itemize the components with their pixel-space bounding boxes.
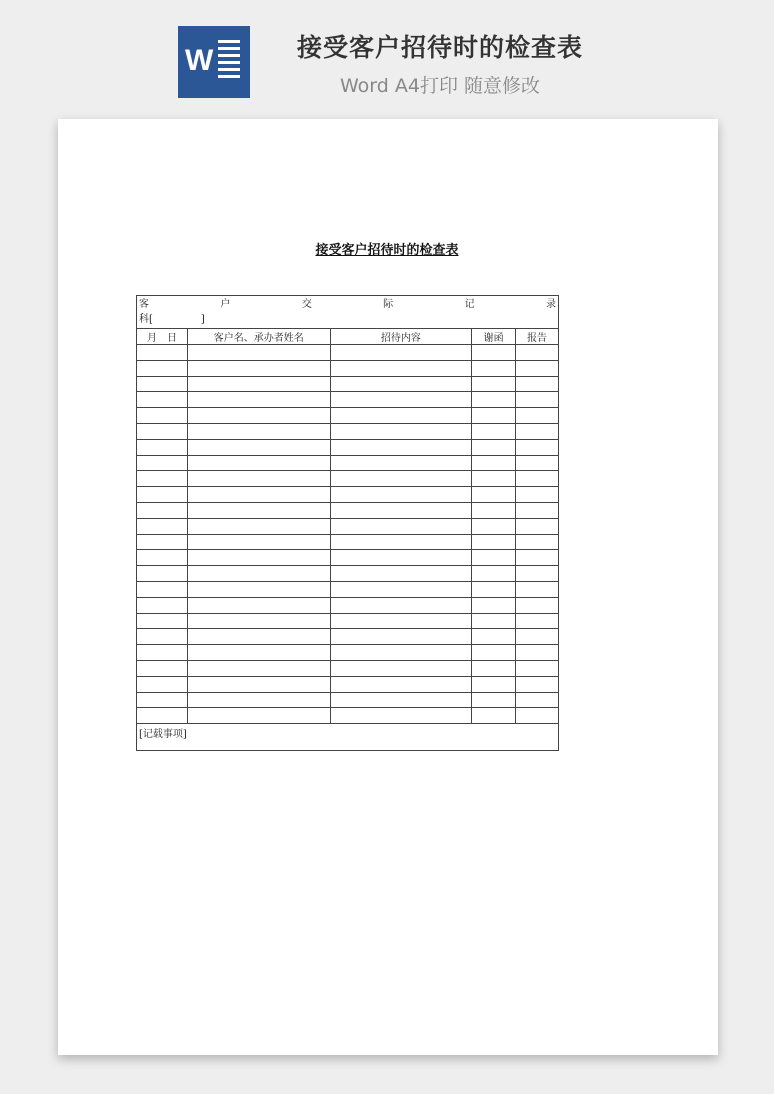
report-cell[interactable]: [516, 660, 559, 676]
content-cell[interactable]: [330, 455, 472, 471]
record-title-char: 户: [220, 299, 231, 310]
content-cell[interactable]: [330, 534, 472, 550]
record-title-char: 记: [464, 299, 475, 310]
thanks-cell[interactable]: [472, 423, 516, 439]
content-cell[interactable]: [330, 487, 472, 503]
date-cell[interactable]: [137, 613, 188, 629]
date-cell[interactable]: [137, 550, 188, 566]
content-cell[interactable]: [330, 376, 472, 392]
date-cell[interactable]: [137, 597, 188, 613]
table-row: [137, 392, 559, 408]
document-title: 接受客户招待时的检查表: [315, 243, 459, 258]
date-cell[interactable]: [137, 345, 188, 361]
report-cell[interactable]: [516, 518, 559, 534]
banner: [0, 0, 774, 110]
content-cell[interactable]: [330, 629, 472, 645]
client-cell[interactable]: [187, 345, 330, 361]
date-cell[interactable]: [137, 708, 188, 724]
thanks-cell[interactable]: [472, 692, 516, 708]
content-cell[interactable]: [330, 613, 472, 629]
date-cell[interactable]: [137, 423, 188, 439]
client-cell[interactable]: [187, 455, 330, 471]
thanks-cell[interactable]: [472, 439, 516, 455]
report-cell[interactable]: [516, 502, 559, 518]
date-cell[interactable]: [137, 502, 188, 518]
client-cell[interactable]: [187, 613, 330, 629]
report-cell[interactable]: [516, 566, 559, 582]
report-cell[interactable]: [516, 376, 559, 392]
checklist-table: [136, 295, 559, 751]
table-row: [137, 502, 559, 518]
table-row: [137, 360, 559, 376]
report-cell[interactable]: [516, 645, 559, 661]
table-row: [137, 550, 559, 566]
table-row: [137, 645, 559, 661]
table-row: [137, 345, 559, 361]
client-cell[interactable]: [187, 439, 330, 455]
department-close: ]: [200, 314, 205, 325]
thanks-cell[interactable]: [472, 676, 516, 692]
date-cell[interactable]: [137, 660, 188, 676]
report-cell[interactable]: [516, 629, 559, 645]
content-cell[interactable]: [330, 676, 472, 692]
content-cell[interactable]: [330, 408, 472, 424]
client-cell[interactable]: [187, 629, 330, 645]
table-row: [137, 613, 559, 629]
content-cell[interactable]: [330, 471, 472, 487]
report-cell[interactable]: [516, 487, 559, 503]
content-cell[interactable]: [330, 345, 472, 361]
report-cell[interactable]: [516, 360, 559, 376]
thanks-cell[interactable]: [472, 392, 516, 408]
report-cell[interactable]: [516, 471, 559, 487]
client-cell[interactable]: [187, 566, 330, 582]
content-cell[interactable]: [330, 423, 472, 439]
client-cell[interactable]: [187, 518, 330, 534]
content-cell[interactable]: [330, 360, 472, 376]
client-cell[interactable]: [187, 487, 330, 503]
client-cell[interactable]: [187, 581, 330, 597]
date-cell[interactable]: [137, 534, 188, 550]
report-cell[interactable]: [516, 455, 559, 471]
thanks-cell[interactable]: [472, 360, 516, 376]
banner-title: 接受客户招待时的检查表: [296, 33, 583, 62]
client-cell[interactable]: [187, 550, 330, 566]
table-row: [137, 566, 559, 582]
date-cell[interactable]: [137, 692, 188, 708]
date-cell[interactable]: [137, 392, 188, 408]
date-cell[interactable]: [137, 471, 188, 487]
content-cell[interactable]: [330, 581, 472, 597]
report-cell[interactable]: [516, 597, 559, 613]
notes-row: [137, 724, 559, 751]
report-cell[interactable]: [516, 534, 559, 550]
column-header-row: [137, 329, 559, 345]
thanks-cell[interactable]: [472, 660, 516, 676]
client-cell[interactable]: [187, 423, 330, 439]
client-cell[interactable]: [187, 376, 330, 392]
date-cell[interactable]: [137, 581, 188, 597]
document-lines-icon: [218, 40, 240, 84]
report-cell[interactable]: [516, 581, 559, 597]
date-cell[interactable]: [137, 676, 188, 692]
thanks-cell[interactable]: [472, 566, 516, 582]
content-cell[interactable]: [330, 439, 472, 455]
report-cell[interactable]: [516, 392, 559, 408]
table-row: [137, 676, 559, 692]
document-page: [58, 119, 718, 1055]
table-row: [137, 487, 559, 503]
thanks-cell[interactable]: [472, 597, 516, 613]
logo-letter: W: [185, 44, 214, 77]
content-cell[interactable]: [330, 597, 472, 613]
record-title-char: 客: [139, 299, 149, 310]
word-logo-icon: [178, 26, 250, 98]
column-header-client: 客户名、承办者姓名: [187, 329, 330, 345]
thanks-cell[interactable]: [472, 471, 516, 487]
table-row: [137, 692, 559, 708]
table-row: [137, 660, 559, 676]
record-title-row: [139, 297, 556, 312]
thanks-cell[interactable]: [472, 408, 516, 424]
client-cell[interactable]: [187, 597, 330, 613]
client-cell[interactable]: [187, 708, 330, 724]
table-row: [137, 629, 559, 645]
notes-cell[interactable]: [137, 724, 559, 751]
content-cell[interactable]: [330, 660, 472, 676]
report-cell[interactable]: [516, 676, 559, 692]
content-cell[interactable]: [330, 518, 472, 534]
table-row: [137, 423, 559, 439]
thanks-cell[interactable]: [472, 550, 516, 566]
client-cell[interactable]: [187, 392, 330, 408]
table-header-block: [137, 296, 559, 329]
client-cell[interactable]: [187, 502, 330, 518]
table-row: [137, 518, 559, 534]
report-cell[interactable]: [516, 613, 559, 629]
content-cell[interactable]: [330, 550, 472, 566]
table-row: [137, 376, 559, 392]
date-cell[interactable]: [137, 566, 188, 582]
table-row: [137, 597, 559, 613]
table-row: [137, 581, 559, 597]
report-cell[interactable]: [516, 550, 559, 566]
table-row: [137, 455, 559, 471]
thanks-cell[interactable]: [472, 708, 516, 724]
report-cell[interactable]: [516, 408, 559, 424]
table-row: [137, 534, 559, 550]
client-cell[interactable]: [187, 360, 330, 376]
thanks-cell[interactable]: [472, 581, 516, 597]
thanks-cell[interactable]: [472, 534, 516, 550]
thanks-cell[interactable]: [472, 645, 516, 661]
client-cell[interactable]: [187, 692, 330, 708]
table-row: [137, 439, 559, 455]
client-cell[interactable]: [187, 471, 330, 487]
thanks-cell[interactable]: [472, 518, 516, 534]
date-cell[interactable]: [137, 360, 188, 376]
content-cell[interactable]: [330, 645, 472, 661]
report-cell[interactable]: [516, 345, 559, 361]
date-cell[interactable]: [137, 455, 188, 471]
report-cell[interactable]: [516, 439, 559, 455]
thanks-cell[interactable]: [472, 487, 516, 503]
content-cell[interactable]: [330, 502, 472, 518]
content-cell[interactable]: [330, 692, 472, 708]
client-cell[interactable]: [187, 660, 330, 676]
record-title-char: 交: [301, 299, 312, 310]
table-row: [137, 471, 559, 487]
report-cell[interactable]: [516, 708, 559, 724]
client-cell[interactable]: [187, 408, 330, 424]
thanks-cell[interactable]: [472, 502, 516, 518]
department-field[interactable]: [139, 312, 556, 327]
date-cell[interactable]: [137, 645, 188, 661]
column-header-report: 报告: [516, 329, 559, 345]
client-cell[interactable]: [187, 676, 330, 692]
notes-label: [记载事项]: [139, 729, 187, 741]
date-cell[interactable]: [137, 439, 188, 455]
column-header-content: 招待内容: [330, 329, 472, 345]
report-cell[interactable]: [516, 423, 559, 439]
record-title-char: 录: [545, 299, 556, 310]
date-cell[interactable]: [137, 487, 188, 503]
table-row: [137, 408, 559, 424]
banner-subtitle: Word A4打印 随意修改: [339, 75, 540, 97]
client-cell[interactable]: [187, 645, 330, 661]
column-header-date: 月 日: [137, 329, 188, 345]
record-title-char: 际: [383, 299, 394, 310]
date-cell[interactable]: [137, 408, 188, 424]
content-cell[interactable]: [330, 708, 472, 724]
department-label: 科[: [139, 314, 153, 325]
thanks-cell[interactable]: [472, 376, 516, 392]
table-row: [137, 708, 559, 724]
content-cell[interactable]: [330, 566, 472, 582]
client-cell[interactable]: [187, 534, 330, 550]
thanks-cell[interactable]: [472, 629, 516, 645]
date-cell[interactable]: [137, 376, 188, 392]
date-cell[interactable]: [137, 629, 188, 645]
content-cell[interactable]: [330, 392, 472, 408]
report-cell[interactable]: [516, 692, 559, 708]
thanks-cell[interactable]: [472, 345, 516, 361]
thanks-cell[interactable]: [472, 613, 516, 629]
date-cell[interactable]: [137, 518, 188, 534]
thanks-cell[interactable]: [472, 455, 516, 471]
column-header-thanks: 谢函: [472, 329, 516, 345]
